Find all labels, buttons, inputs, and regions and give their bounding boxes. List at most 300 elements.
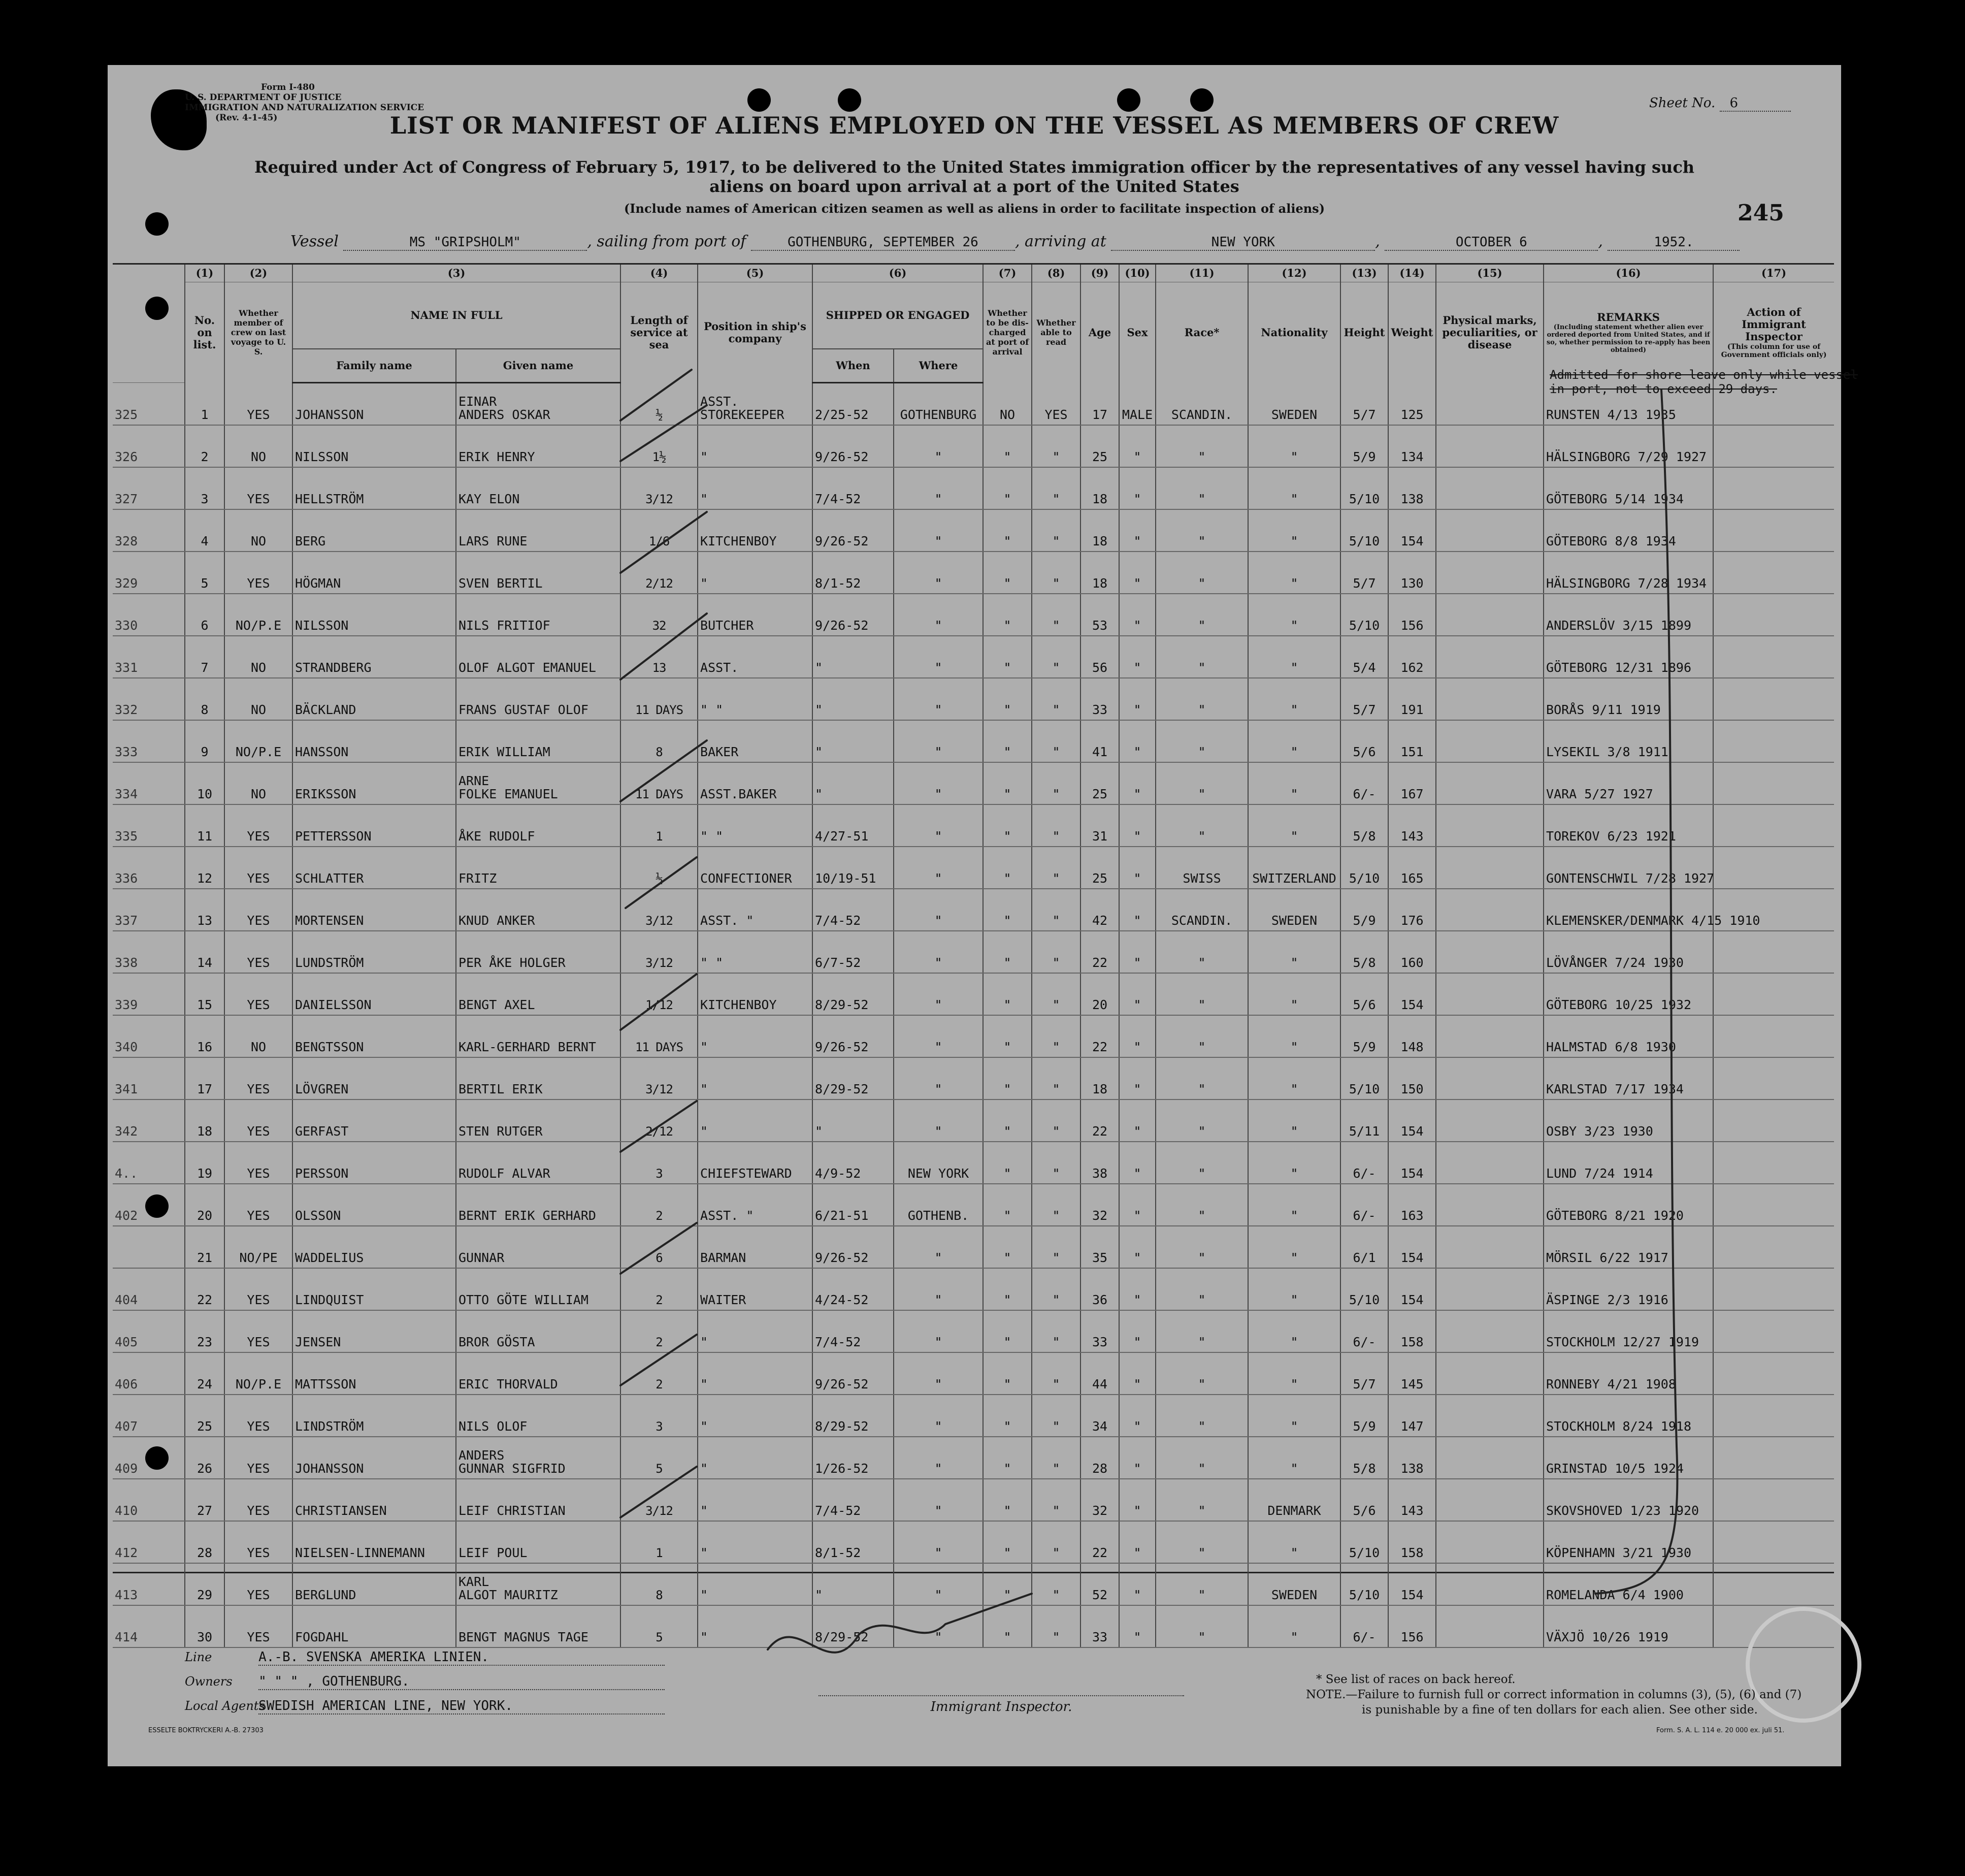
no-cell: 21 (185, 1226, 224, 1268)
agents-field (185, 1698, 665, 1715)
able-read-cell: " (1032, 1310, 1080, 1352)
position-cell (698, 1268, 812, 1310)
nationality-cell: " (1248, 467, 1340, 509)
ref-cell: 405 (113, 1310, 185, 1352)
action-cell (1713, 1437, 1834, 1479)
age-cell: 28 (1080, 1437, 1119, 1479)
position-cell (698, 1395, 812, 1437)
col-num-16: (16) (1544, 265, 1713, 282)
nationality-cell: " (1248, 594, 1340, 636)
where-cell: " (894, 1015, 983, 1057)
age-cell: 22 (1080, 1015, 1119, 1057)
last-voyage-cell: YES (224, 1310, 292, 1352)
ref-cell: 404 (113, 1268, 185, 1310)
punch-hole (1117, 88, 1140, 112)
height-cell: 5/10 (1340, 1521, 1388, 1563)
able-read-cell: " (1032, 678, 1080, 720)
where-cell: " (894, 1099, 983, 1142)
remarks-cell: GONTENSCHWIL 7/28 1927 (1544, 847, 1713, 889)
sex-cell: " (1119, 1015, 1156, 1057)
discharged-cell: " (983, 1310, 1032, 1352)
service-cell: 6 (620, 1226, 698, 1268)
action-cell (1713, 847, 1834, 889)
nationality-cell: " (1248, 1099, 1340, 1142)
nationality-cell: " (1248, 1057, 1340, 1099)
remarks-cell: GRINSTAD 10/5 1924 (1544, 1437, 1713, 1479)
position-cell (698, 1479, 812, 1521)
last-voyage-cell: YES (224, 1142, 292, 1184)
last-voyage-cell: YES (224, 1395, 292, 1437)
family-name-cell: LUNDSTRÖM (292, 931, 456, 973)
sex-cell: " (1119, 636, 1156, 678)
last-voyage-cell: NO (224, 636, 292, 678)
when-cell: 8/29-52 (812, 973, 894, 1015)
weight-cell: 160 (1388, 931, 1436, 973)
able-read-cell: " (1032, 509, 1080, 552)
remarks-cell: ROMELANDA 6/4 1900 (1544, 1563, 1713, 1605)
sex-cell: " (1119, 594, 1156, 636)
physical-cell (1436, 1437, 1544, 1479)
position-cell-line2: " (700, 1377, 708, 1392)
family-name-cell: PERSSON (292, 1142, 456, 1184)
no-cell: 27 (185, 1479, 224, 1521)
physical-cell (1436, 1310, 1544, 1352)
ref-cell: 402 (113, 1184, 185, 1226)
ref-cell: 340 (113, 1015, 185, 1057)
position-cell-line2: " (700, 492, 708, 506)
age-cell: 25 (1080, 847, 1119, 889)
family-name-cell: JOHANSSON (292, 383, 456, 426)
action-title: Action of Immigrant Inspector (1742, 305, 1806, 343)
no-cell: 5 (185, 552, 224, 594)
no-cell: 20 (185, 1184, 224, 1226)
remarks-cell: HALMSTAD 6/8 1930 (1544, 1015, 1713, 1057)
remarks-cell: GÖTEBORG 5/14 1934 (1544, 467, 1713, 509)
age-cell: 33 (1080, 678, 1119, 720)
family-name-cell: LINDQUIST (292, 1268, 456, 1310)
weight-cell: 147 (1388, 1395, 1436, 1437)
physical-cell (1436, 552, 1544, 594)
ref-cell: 335 (113, 804, 185, 847)
nationality-cell: SWEDEN (1248, 889, 1340, 931)
sex-cell: " (1119, 552, 1156, 594)
height-cell: 5/10 (1340, 847, 1388, 889)
service-cell: ½ (620, 847, 698, 889)
able-read-cell: " (1032, 1395, 1080, 1437)
given-name-cell (456, 1099, 620, 1142)
given-name-cell-line2: ERIK WILLIAM (458, 745, 550, 759)
action-cell (1713, 804, 1834, 847)
position-cell-line2: " (700, 1419, 708, 1434)
sex-cell: MALE (1119, 383, 1156, 426)
form-print-mark: Form. S. A. L. 114 e. 20 000 ex. juli 51. (1656, 1727, 1785, 1734)
crew-rows (113, 383, 1834, 1648)
race-cell: " (1156, 804, 1248, 847)
age-cell: 31 (1080, 804, 1119, 847)
table-row (113, 1268, 1834, 1310)
weight-cell: 191 (1388, 678, 1436, 720)
where-cell: " (894, 509, 983, 552)
given-name-cell-line1: ARNE (458, 773, 489, 788)
given-name-cell (456, 509, 620, 552)
race-cell: " (1156, 931, 1248, 973)
sex-cell: " (1119, 1310, 1156, 1352)
remarks-cell: GÖTEBORG 12/31 1896 (1544, 636, 1713, 678)
race-cell: " (1156, 1605, 1248, 1647)
given-name-cell (456, 594, 620, 636)
given-name-cell-line2: PER ÅKE HOLGER (458, 955, 566, 970)
age-cell: 33 (1080, 1310, 1119, 1352)
service-cell: 11 DAYS (620, 762, 698, 804)
discharged-cell: " (983, 804, 1032, 847)
where-cell: " (894, 762, 983, 804)
family-name-cell: CHRISTIANSEN (292, 1479, 456, 1521)
able-read-cell: " (1032, 1226, 1080, 1268)
nationality-cell: " (1248, 1352, 1340, 1395)
last-voyage-cell: YES (224, 1521, 292, 1563)
given-name-cell (456, 678, 620, 720)
action-cell (1713, 1563, 1834, 1605)
subnote: (Include names of American citizen seamen as well as aliens in order to facilitate inspection of aliens) (624, 201, 1325, 216)
no-cell: 28 (185, 1521, 224, 1563)
when-cell: " (812, 678, 894, 720)
race-cell: " (1156, 1395, 1248, 1437)
service-cell: 1 (620, 804, 698, 847)
nationality-cell: " (1248, 1395, 1340, 1437)
position-cell-line2: WAITER (700, 1292, 746, 1307)
remarks-cell: LUND 7/24 1914 (1544, 1142, 1713, 1184)
service-cell: 2 (620, 1184, 698, 1226)
weight-cell: 150 (1388, 1057, 1436, 1099)
race-cell: " (1156, 1099, 1248, 1142)
action-cell (1713, 509, 1834, 552)
last-voyage-cell: NO (224, 509, 292, 552)
given-name-cell (456, 1395, 620, 1437)
discharged-cell: " (983, 1395, 1032, 1437)
height-cell: 5/8 (1340, 931, 1388, 973)
when-cell: 7/4-52 (812, 1310, 894, 1352)
col-num-5: (5) (698, 265, 812, 282)
discharged-cell: " (983, 931, 1032, 973)
last-voyage-cell: NO/P.E (224, 594, 292, 636)
position-cell (698, 1352, 812, 1395)
where-cell: " (894, 1226, 983, 1268)
given-name-cell-line2: LEIF CHRISTIAN (458, 1503, 566, 1518)
ref-cell: 342 (113, 1099, 185, 1142)
physical-cell (1436, 1605, 1544, 1647)
age-cell: 35 (1080, 1226, 1119, 1268)
remarks-cell: KLEMENSKER/DENMARK 4/15 1910 (1544, 889, 1713, 931)
given-name-cell (456, 425, 620, 467)
able-read-cell: " (1032, 1479, 1080, 1521)
col-num-17: (17) (1713, 265, 1834, 282)
given-name-cell-line2: LARS RUNE (458, 534, 528, 548)
given-name-cell (456, 720, 620, 762)
age-cell: 53 (1080, 594, 1119, 636)
discharged-cell: " (983, 1226, 1032, 1268)
service-cell: 2 (620, 1352, 698, 1395)
when-cell: 4/24-52 (812, 1268, 894, 1310)
ref-cell: 407 (113, 1395, 185, 1437)
physical-cell (1436, 804, 1544, 847)
no-cell: 24 (185, 1352, 224, 1395)
last-voyage-cell: YES (224, 804, 292, 847)
no-cell: 18 (185, 1099, 224, 1142)
table-row (113, 1352, 1834, 1395)
punch-hole (1190, 88, 1214, 112)
ref-cell: 338 (113, 931, 185, 973)
position-cell (698, 762, 812, 804)
note-penalty-cont: is punishable by a fine of ten dollars for each alien. See other side. (1362, 1703, 1758, 1717)
action-cell (1713, 973, 1834, 1015)
vessel-name: MS "GRIPSHOLM" (343, 235, 587, 251)
height-header: Height (1340, 282, 1388, 383)
owners-label: Owners (185, 1674, 233, 1689)
department: U. S. DEPARTMENT OF JUSTICE (185, 92, 342, 103)
remarks-cell: OSBY 3/23 1930 (1544, 1099, 1713, 1142)
when-cell: 6/21-51 (812, 1184, 894, 1226)
given-name-cell-line2: FRANS GUSTAF OLOF (458, 702, 588, 717)
col-num-11: (11) (1156, 265, 1248, 282)
given-name-cell-line2: KAY ELON (458, 492, 520, 506)
when-cell: " (812, 720, 894, 762)
ref-cell: 326 (113, 425, 185, 467)
when-cell: 8/29-52 (812, 1605, 894, 1647)
position-cell (698, 804, 812, 847)
when-cell: 9/26-52 (812, 594, 894, 636)
position-cell (698, 1605, 812, 1647)
service-cell: 3/12 (620, 1057, 698, 1099)
last-voyage-cell: YES (224, 1268, 292, 1310)
height-cell: 5/9 (1340, 889, 1388, 931)
discharged-cell: " (983, 1268, 1032, 1310)
where-cell: " (894, 467, 983, 509)
given-name-cell (456, 1184, 620, 1226)
sex-cell: " (1119, 1352, 1156, 1395)
position-cell (698, 889, 812, 931)
nationality-cell: DENMARK (1248, 1479, 1340, 1521)
given-name-cell-line2: BENGT AXEL (458, 997, 535, 1012)
punch-hole (838, 88, 861, 112)
given-name-cell-line2: SVEN BERTIL (458, 576, 543, 591)
service-cell: 3/12 (620, 889, 698, 931)
nationality-cell: SWEDEN (1248, 383, 1340, 426)
given-name-cell (456, 1226, 620, 1268)
nationality-cell: " (1248, 1521, 1340, 1563)
race-cell: " (1156, 1268, 1248, 1310)
sex-cell: " (1119, 931, 1156, 973)
discharged-cell: " (983, 762, 1032, 804)
physical-cell (1436, 467, 1544, 509)
nationality-cell: " (1248, 509, 1340, 552)
table-row (113, 1563, 1834, 1605)
sex-cell: " (1119, 1057, 1156, 1099)
arriving-label: , arriving at (1014, 233, 1106, 250)
given-name-cell-line2: ANDERS OSKAR (458, 407, 550, 422)
last-voyage-cell: YES (224, 552, 292, 594)
remarks-cell: BORÅS 9/11 1919 (1544, 678, 1713, 720)
height-cell: 5/6 (1340, 720, 1388, 762)
position-cell (698, 931, 812, 973)
action-cell (1713, 425, 1834, 467)
discharged-cell: " (983, 678, 1032, 720)
discharged-cell: " (983, 720, 1032, 762)
action-cell (1713, 762, 1834, 804)
last-voyage-cell: YES (224, 1605, 292, 1647)
when-cell: 9/26-52 (812, 1352, 894, 1395)
sex-cell: " (1119, 1268, 1156, 1310)
able-read-cell: " (1032, 594, 1080, 636)
able-read-cell: " (1032, 1352, 1080, 1395)
weight-cell: 162 (1388, 636, 1436, 678)
sex-cell: " (1119, 762, 1156, 804)
ref-cell: 332 (113, 678, 185, 720)
given-name-cell-line2: LEIF POUL (458, 1545, 528, 1560)
discharged-cell: " (983, 973, 1032, 1015)
table-row (113, 1521, 1834, 1563)
when-cell: " (812, 636, 894, 678)
race-cell: " (1156, 678, 1248, 720)
position-cell-line2: " (700, 449, 708, 464)
remarks-cell: TOREKOV 6/23 1921 (1544, 804, 1713, 847)
service-cell: 11 DAYS (620, 678, 698, 720)
race-cell: " (1156, 1015, 1248, 1057)
table-row (113, 678, 1834, 720)
last-voyage-cell: YES (224, 889, 292, 931)
action-cell (1713, 1015, 1834, 1057)
position-cell-line2: " (700, 1588, 708, 1602)
line-value: A.-B. SVENSKA AMERIKA LINIEN. (258, 1649, 665, 1666)
weight-cell: 163 (1388, 1184, 1436, 1226)
position-cell-line2: BARMAN (700, 1250, 746, 1265)
physical-cell (1436, 1184, 1544, 1226)
family-name-cell: NIELSEN-LINNEMANN (292, 1521, 456, 1563)
table-row (113, 1142, 1834, 1184)
table-row (113, 1310, 1834, 1352)
sex-cell: " (1119, 425, 1156, 467)
remarks-cell: LÖVÅNGER 7/24 1930 (1544, 931, 1713, 973)
col-num-7: (7) (983, 265, 1032, 282)
weight-cell: 167 (1388, 762, 1436, 804)
position-cell-line2: BUTCHER (700, 618, 754, 633)
position-cell-line2: KITCHENBOY (700, 997, 777, 1012)
where-cell: " (894, 720, 983, 762)
sex-cell: " (1119, 1142, 1156, 1184)
service-cell: 2/12 (620, 552, 698, 594)
col-num-3: (3) (292, 265, 620, 282)
service-cell: 2 (620, 1310, 698, 1352)
position-cell (698, 1437, 812, 1479)
ref-cell: 337 (113, 889, 185, 931)
given-name-cell-line2: KNUD ANKER (458, 913, 535, 928)
where-cell: " (894, 1268, 983, 1310)
physical-cell (1436, 1057, 1544, 1099)
physical-cell (1436, 720, 1544, 762)
action-cell (1713, 594, 1834, 636)
sex-header: Sex (1119, 282, 1156, 383)
physical-cell (1436, 762, 1544, 804)
action-cell (1713, 1605, 1834, 1647)
weight-cell: 176 (1388, 889, 1436, 931)
height-cell: 5/7 (1340, 552, 1388, 594)
nationality-header: Nationality (1248, 282, 1340, 383)
race-cell: SCANDIN. (1156, 383, 1248, 426)
weight-cell: 154 (1388, 973, 1436, 1015)
race-cell: SWISS (1156, 847, 1248, 889)
discharged-cell: " (983, 636, 1032, 678)
service-cell: ½ (620, 383, 698, 426)
given-name-cell-line2: RUDOLF ALVAR (458, 1166, 550, 1181)
height-cell: 6/- (1340, 1605, 1388, 1647)
sex-cell: " (1119, 804, 1156, 847)
family-name-cell: OLSSON (292, 1184, 456, 1226)
service-cell: 13 (620, 636, 698, 678)
race-cell: " (1156, 509, 1248, 552)
action-cell (1713, 931, 1834, 973)
when-cell: " (812, 762, 894, 804)
col-num-6: (6) (812, 265, 983, 282)
service-cell: 3/12 (620, 467, 698, 509)
race-cell: " (1156, 1352, 1248, 1395)
position-cell (698, 720, 812, 762)
discharged-header: Whether to be dis-charged at port of arrival (983, 282, 1032, 383)
ref-cell: 406 (113, 1352, 185, 1395)
ref-cell: 330 (113, 594, 185, 636)
able-read-cell: " (1032, 804, 1080, 847)
given-name-cell-line2: STEN RUTGER (458, 1124, 543, 1139)
position-cell-line2: ASST. " (700, 913, 754, 928)
no-cell: 7 (185, 636, 224, 678)
age-cell: 38 (1080, 1142, 1119, 1184)
age-cell: 41 (1080, 720, 1119, 762)
action-cell (1713, 1057, 1834, 1099)
table-row (113, 509, 1834, 552)
weight-cell: 151 (1388, 720, 1436, 762)
able-read-cell: " (1032, 552, 1080, 594)
position-cell-line2: KITCHENBOY (700, 534, 777, 548)
able-read-cell: " (1032, 1142, 1080, 1184)
sheet-value: 6 (1720, 95, 1791, 112)
given-name-cell (456, 1352, 620, 1395)
sex-cell: " (1119, 889, 1156, 931)
given-name-cell (456, 1310, 620, 1352)
action-cell (1713, 1521, 1834, 1563)
when-cell: 8/29-52 (812, 1057, 894, 1099)
given-name-cell-line2: KARL-GERHARD BERNT (458, 1040, 596, 1054)
table-row (113, 762, 1834, 804)
action-cell (1713, 1099, 1834, 1142)
race-cell: " (1156, 552, 1248, 594)
height-cell: 5/7 (1340, 678, 1388, 720)
when-cell: 2/25-52 (812, 383, 894, 426)
nationality-cell: " (1248, 931, 1340, 973)
where-cell: " (894, 847, 983, 889)
crew-table (113, 265, 1834, 1648)
able-read-cell: " (1032, 1437, 1080, 1479)
able-read-cell: " (1032, 1057, 1080, 1099)
service-cell: 1/12 (620, 973, 698, 1015)
position-cell (698, 425, 812, 467)
given-name-cell-line2: ERIC THORVALD (458, 1377, 558, 1392)
given-name-cell (456, 1479, 620, 1521)
physical-cell (1436, 1015, 1544, 1057)
owners-field (185, 1674, 665, 1690)
given-name-cell-line2: ÅKE RUDOLF (458, 829, 535, 844)
printer-mark: ESSELTE BOKTRYCKERI A.-B. 27303 (148, 1727, 264, 1734)
sex-cell: " (1119, 678, 1156, 720)
race-cell: " (1156, 636, 1248, 678)
col-num-9: (9) (1080, 265, 1119, 282)
